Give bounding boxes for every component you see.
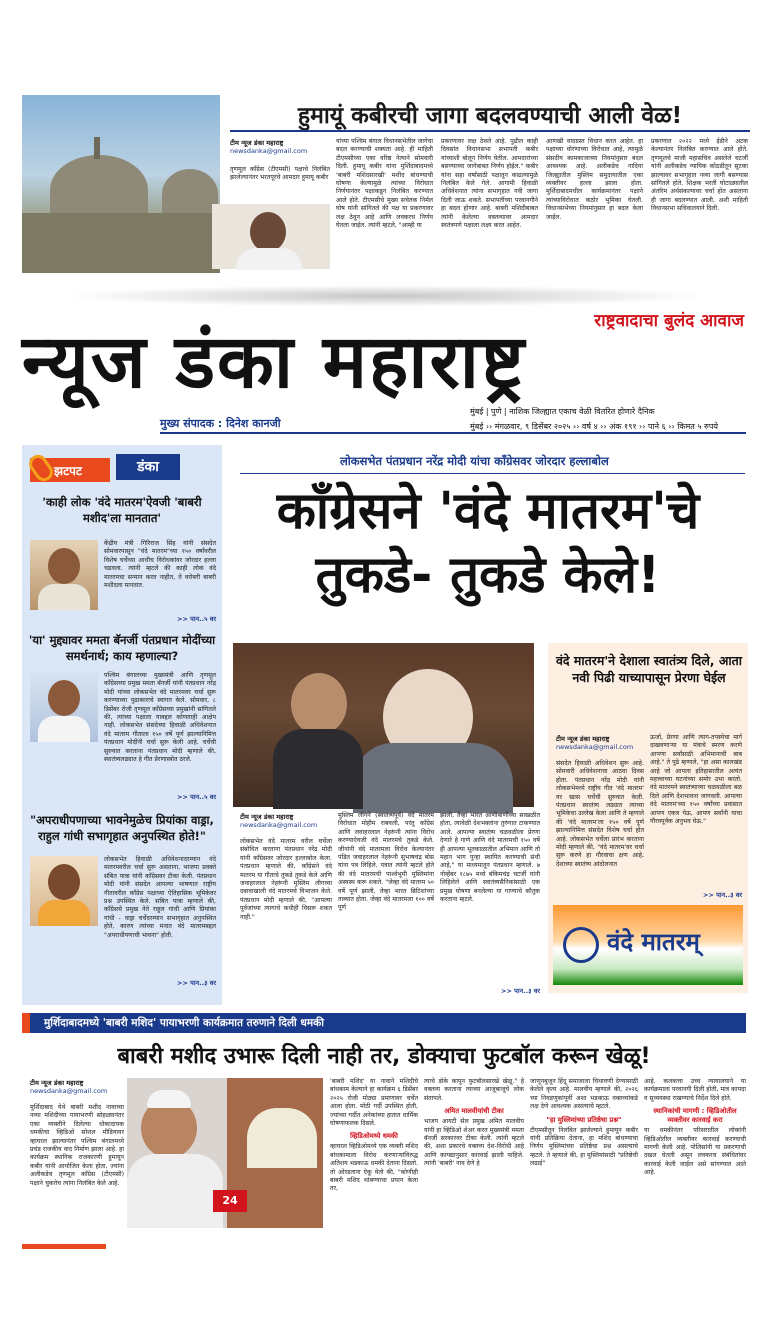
mamata-photo	[30, 672, 98, 742]
top-story-col3: प्रकरणावर लक्ष ठेवले आहे. पुढील काही दिवसांत विधानसभा सभापती कबीर यांच्याशी बोलून निर्णय घेतील. आमदारांच्या बसण्याच्या जागेबाबत निर्णय होईल." कबीर यांना सहा वर्षांसाठी पक्षातून काढल्यामुळे निलंबित केले गेले. आगामी हिवाळी अधिवेशनात त्यांना सभागृहात नवी जागा दिली जाऊ शकते. सभापतींच्या परवानगीने हा बदल होणार आहे. बाबरी मशिदीबाबत त्यांनी केलेल्या वक्तव्यावर आमदार स्वतंत्रपणे पक्षाला लक्ष्य करत आहेत.	[441, 138, 538, 230]
continue-link[interactable]: >> पान..५ वर	[177, 793, 216, 801]
bottom-col4-text: जाणूनबुजून हिंदू समाजाला चिथावणी देण्यासाठी केलेले कृत्य आहे. मालवीय म्हणाले की, २०२६ च्या निवडणुकांपूर्वी अशा भडकाऊ वक्तव्यांकडे लक्ष देणे आवश्यक असल्याचे म्हटले.	[530, 1078, 638, 1111]
sidebar-item-text: पश्चिम बंगालच्या मुख्यमंत्री आणि तृणमूल काँग्रेसच्या प्रमुख ममता बॅनर्जी यांनी पंतप्रधान नरेंद्र मोदी यांच्या लोकसभेत वंदे मातरमवर चर्चा सुरू करण्याच्या पुढाकाराचे स्वागत केले. सोमवार, ८ डिसेंबर रोजी तृणमूल काँग्रेसच्या प्रमुखांनी सांगितले की, त्यांच्या पक्षाला याबद्दल कोणताही आक्षेप नाही. लोकसभेत संसदेच्या हिवाळी अधिवेशनात वंदे मातरम गीताला १५० वर्षे पूर्ण झाल्यानिमित्त पंतप्रधान मोदींनी चर्चा सुरू केली आहे. चर्चेची सुरुवात करताना पंतप्रधान मोदी म्हणाले की, स्वातंत्र्यलढ्यात हे गीत प्रेरणास्त्रोत ठरले.	[104, 672, 216, 764]
modi-lok-sabha-photo	[233, 643, 534, 807]
byline: टीम न्यूज डंका महाराष्ट्र	[240, 813, 294, 821]
email: newsdanka@gmail.com	[30, 1087, 108, 1095]
ashoka-chakra-icon	[563, 927, 599, 963]
email: newsdanka@gmail.com	[230, 147, 308, 155]
sidebar-item-3	[26, 812, 218, 844]
vande-mataram-card	[553, 905, 743, 985]
subheading: "हा मुस्लिमांच्या प्रतिष्ठेचा प्रश्न"	[546, 1115, 622, 1124]
lead-col3: झाली, तेव्हा भारत आणीबाणीच्या साखळीत होता, त्यावेळी देशभक्तांना तुरुंगात टाकण्यात आले. आपल्या स्वातंत्र्य चळवळीला प्रेरणा देणारे हे गाणे आणि वंदे मातरमची १५० वर्षे ही आपल्या भूतकाळातील अभिमान आणि तो महान भाग पुन्हा स्थापित करण्याची संधी आहे," या माध्यमातून पंतप्रधान म्हणाले. ७ नोव्हेंबर १८७५ मध्ये बंकिमचंद्र चटर्जी यांनी लिहिलेले आणि स्वातंत्र्यसैनिकांसाठी एक प्रमुख घोषणा बनलेल्या या गाण्याचे कौतुक करताना म्हटले.	[440, 812, 540, 904]
email: newsdanka@gmail.com	[556, 743, 634, 751]
zatpat-danka-badge	[30, 454, 180, 484]
sidebar-item-2	[26, 632, 218, 664]
top-story-columns	[336, 138, 748, 274]
continue-link[interactable]: >> पान..३ वर	[501, 987, 540, 995]
bottom-col3-text: त्याचे डोके कापून फुटबॉलसारखे खेळू." हे वक्तव्य करताना त्याच्या आजूबाजूचे लोक संतापले.	[424, 1078, 524, 1102]
bottom-col4	[530, 1078, 638, 1238]
lead-headline: काँग्रेसने 'वंदे मातरम'चे तुकडे- तुकडे केले!	[276, 482, 700, 605]
byline: टीम न्यूज डंका महाराष्ट्र	[230, 139, 284, 147]
badge-left: झटपट	[30, 458, 110, 482]
channel-logo: 24	[213, 1190, 247, 1212]
bottom-col3	[424, 1078, 524, 1238]
sidebar-item-headline: 'या' मुद्द्यावर ममता बॅनर्जी पंतप्रधान मोदींच्या समर्थनार्थ; काय म्हणाल्या?	[28, 633, 216, 663]
top-story-col1: तृणमूल काँग्रेस (टीएमसी) पक्षाचे निलंबित झालेल्यानंतर भरतपूरचे आमदार हुमायू कबीर	[230, 166, 330, 182]
lead-strap: लोकसभेत पंतप्रधान नरेंद्र मोदी यांचा काँग्रेसवर जोरदार हल्लाबोल	[340, 454, 609, 468]
divider	[240, 473, 745, 474]
threat-video-photo	[127, 1078, 323, 1228]
email: newsdanka@gmail.com	[240, 821, 318, 829]
top-story-col5: प्रकरणात २०२२ मध्ये ईडीने अटक केल्यानंतर निलंबित करण्यात आले होते. तृणमूलचे माजी महासचिव असलेले चटर्जी यांनी अलीकडेच न्यायिक कोठडीतून सुटका झाल्यावर सभागृहात नव्या जागी बसण्यास सांगितले होते. शिक्षक भरती घोटाळ्यातील अंतरिम अर्थसंकल्पावर चर्चा होत असताना ही जागा बदलण्यात आली, अशी माहिती विधानसभा सचिवालयाने दिली.	[651, 138, 748, 213]
bottom-strap-accent	[22, 1013, 30, 1033]
bottom-headline: बाबरी मशीद उभारू दिली नाही तर, डोक्याचा फुटबॉल करून खेळू!	[117, 1044, 651, 1069]
lead-col2: मुस्लिम लीगने (स्वातंत्र्यपूर्व) वंदे मातरम विरोधात मोहीम राबवली, परंतु काँग्रेस आणि जवाहरलाल नेहरूंनी त्यांना विरोध करण्याऐवजी वंदे मातरमचे तुकडे केले. जीनांनी वंदे मातरमला विरोध केल्यानंतर पंडित जवाहरलाल नेहरूंनी सुभाषचंद्र बोस यांना पत्र लिहिले. पत्रात त्यांनी म्हटले होते की वंदे मातरमची पार्श्वभूमी मुस्लिमांना अस्वस्थ करू शकते. "जेव्हा वंदे मातरम ५० वर्षे पूर्ण झाली, तेव्हा भारत ब्रिटिशांच्या ताब्यात होता. जेव्हा वंदे मातरमला १०० वर्षे पूर्ण	[338, 812, 434, 912]
right-col1: संसदेत हिवाळी अधिवेशन सुरू आहे. सोमवारी अधिवेशनाचा आठवा दिवस होता. पंतप्रधान नरेंद्र मोदी यांनी लोकसभेमध्ये राष्ट्रीय गीत 'वंदे मातरम' वर खास चर्चेची सुरुवात केली. पंतप्रधान स्वातंत्र्य लढ्यात त्याच्या भूमिकेचा उल्लेख केला आणि ते म्हणाले की 'वंदे मातरम'ला १५० वर्षे पूर्ण झाल्यानिमित्त संसदेत विशेष चर्चा होत आहे. लोकसभेत चर्चेला प्रारंभ करताना मोदी म्हणाले की, "वंदे मातरम'वर चर्चा सुरू करणे हा गौरवाचा क्षण आहे, देशाच्या स्वातंत्र्य आंदोलनात	[556, 760, 644, 868]
bottom-col2	[330, 1078, 418, 1238]
masthead-shadow	[60, 285, 710, 307]
byline: टीम न्यूज डंका महाराष्ट्र	[556, 735, 610, 743]
right-byline-block	[556, 734, 646, 751]
continue-link[interactable]: >> पान..३ वर	[703, 891, 742, 899]
right-col2: ऊर्जा, प्रेरणा आणि त्याग-तपस्येचा मार्ग दाखवणाऱ्या या मंत्राचे स्मरण करणे आपणा सर्वांसाठी अभिमानाची बाब आहे." ते पुढे म्हणाले, "हा असा कालखंड आहे जो आपला इतिहासातील अत्यंत महत्त्वाच्या घटनांच्या समोर उभा करतो. वंदे मातरमने स्वातंत्र्याच्या चळवळीला बळ दिले आणि देशभावना जागवली. आपल्या वंदे मातरम'च्या १५० वर्षांच्या प्रवासात आपण एकत्र येऊ, आपण सर्वांनी याचा गौरवपूर्वक अनुभव घेऊ."	[650, 734, 742, 826]
lead-byline-block	[240, 812, 340, 829]
dateline: मुंबई ›› मंगळवार, ९ डिसेंबर २०२५ ›› वर्ष ४ ›› अंक १९१ ›› पाने ६ ›› किमत ५ रुपये	[470, 422, 719, 431]
divider	[160, 432, 746, 434]
top-story-title: हुमायूं कबीरची जागा बदलवण्याची आली वेळ!	[297, 103, 683, 129]
top-story-byline-block	[230, 138, 330, 155]
bottom-byline-block	[30, 1078, 124, 1095]
sidebar-item-headline: "अपराधीपणाच्या भावनेमुळेच प्रियांका वाड्रा, राहुल गांधी सभागृहात अनुपस्थित होते!"	[30, 813, 214, 843]
chief-editor: मुख्य संपादक : दिनेश कानजी	[160, 417, 281, 430]
continue-link[interactable]: >> पान..५ वर	[177, 615, 216, 623]
divider	[230, 130, 750, 132]
mla-photo	[212, 204, 330, 269]
badge-right: डंका	[116, 454, 180, 480]
masthead-title: न्यूज डंका महाराष्ट्र	[22, 319, 527, 405]
giriraj-photo	[30, 540, 98, 610]
babri-mosque-photo	[22, 95, 220, 273]
sambit-patra-photo	[30, 856, 98, 926]
bottom-col2-text: 'बाबरी मशिद' या नावाने मशिदीचे बांधकाम केल्याने हा कार्यक्रम ६ डिसेंबर २०२५ रोजी मोठ्या प्रमाणावर चर्चेत आला होता. मोठी गर्दी उपस्थित होती, ज्यांच्या गर्दीत अनेकांच्या हातात धार्मिक घोषणाफलक दिसले.	[330, 1078, 418, 1128]
subheading: व्हिडिओमध्ये धमकी	[350, 1132, 398, 1141]
bottom-col2b-text: व्हायरल व्हिडिओमध्ये एक व्यक्ती मशिद बांधकामाला विरोध करणाऱ्यांविरुद्ध अतिशय भडकाऊ धमकी देताना दिसतो. तो ओरडताना ऐकू येतो की, "कोणीही बाबरी मशिद थांबण्याचा प्रयत्न केला तर,	[330, 1143, 418, 1193]
lead-col1: लोकसभेत वंदे मातरम वरील चर्चेला संबोधित करताना पंतप्रधान नरेंद्र मोदी यांनी काँग्रेसवर जोरदार हल्लाबोल केला. पंतप्रधान म्हणाले की, काँग्रेसने वंदे मातरम या गीताचे तुकडे तुकडे केले आणि जवाहरलाल नेहरूंनी मुस्लिम लीगच्या दबावाखाली वंदे मातरमचे विभाजन केले. पंतप्रधान मोदी म्हणाले की, "आपल्या पूर्वजांच्या त्यागाचे कधीही विसरू शकत नाही."	[240, 838, 332, 921]
byline: टीम न्यूज डंका महाराष्ट्र	[30, 1079, 84, 1087]
footer-accent-bar	[22, 1244, 106, 1249]
sidebar-item-headline: 'काही लोक 'वंदे मातरम'ऐवजी 'बाबरी मशीद'ला मानतात'	[42, 495, 202, 525]
bottom-col5b-text: या धमकीनंतर परिसरातील लोकांनी व्हिडिओतील व्यक्तीवर कारवाई करण्याची मागणी केली आहे. पोलिसांनी या प्रकरणाची दखल घेतली असून लवकरच संबंधितांवर कारवाई केली जाईल असे सांगण्यात आले आहे.	[644, 1127, 746, 1177]
masthead-tagline: राष्ट्रवादाचा बुलंद आवाज	[594, 311, 744, 331]
continue-link[interactable]: >> पान..३ वर	[177, 979, 216, 987]
bottom-col1: मुर्शिदाबाद येथे बाबरी मशीद नावाच्या नव्या मशिदीच्या पायाभरणी सोहळ्यानंतर एका व्यक्तीने दिलेल्या धोकादायक धमकीचा व्हिडिओ सोशल मीडियावर व्हायरल झाल्यानंतर पश्चिम बंगालमध्ये प्रचंड राजकीय वाद निर्माण झाला आहे. हा कार्यक्रम स्थानिक राजकारणी हुमायून कबीर यांनी आयोजित केला होता, ज्यांना अलीकडेच तृणमूल काँग्रेस (टीएमसी) पक्षाने चुकतेच त्यांना निलंबित केले आहे.	[30, 1104, 124, 1187]
distribution-cities: मुंबई | पुणे | नाशिक जिल्ह्यात एकाच वेळी वितरित होणारे दैनिक	[470, 407, 655, 416]
bottom-col3b-text: भाजप आयटी सेल प्रमुख अमित मालवीय यांनी हा व्हिडिओ शेअर करत मुख्यमंत्री ममता बॅनर्जी सरकारवर टीका केली. त्यांनी म्हटले की, अशा प्रकारचे वक्तव्य देश-विरोधी आहे आणि कायद्यानुसार कारवाई झाली पाहिजे. त्यांनी 'बाबरी' नाव देणे हे	[424, 1118, 524, 1168]
sidebar-item-text: लोकसभेत हिवाळी अधिवेशनादरम्यान वंदे मातरमवरील चर्चा सुरू असताना, भाजपा प्रवक्ते संबित पात्रा यांनी काँग्रेसवर टीका केली. पंतप्रधान मोदी यांनी संसदेत आपल्या भाषणात राष्ट्रीय गीतावरील काँग्रेस पक्षाच्या ऐतिहासिक भूमिकेवर प्रश्न उपस्थित केले. सबित पात्रा म्हणाले की, काँग्रेसचे प्रमुख नेते राहुल गांधी आणि प्रियांका गांधी - वाड्रा चर्चेदरम्यान सभागृहात अनुपस्थित होते, कारण त्यांच्या मनात वंदे मातरमबद्दल "अपराधीपणाची भावना" होती.	[104, 856, 216, 939]
bottom-col5-text: आहे. कलकत्ता उच्च न्यायालयाने या कार्यक्रमाला परवानगी दिली होती, मात्र कायदा व सुव्यवस्था राखण्याचे निर्देश दिले होते.	[644, 1078, 746, 1102]
top-story-col2: यांच्या पश्चिम बंगाल विधानसभेतील जागेचा बदल करण्याची शक्यता आहे. ही माहिती टीएमसीच्या एका वरिष्ठ नेत्याने सोमवारी दिली. हुमायू कबीर यांना मुर्शिदाबादमध्ये 'बाबरी मशिदसारखी' मशीद बांधण्याची घोषणा केल्यामुळे त्यांच्या विरोधात निर्णयानंतर पक्षाकडून निलंबित करण्यात आले होते. टीएमसीचे मुख्य सचेतक निर्मल घोष यांनी सांगितले की पक्ष या प्रकरणावर लक्ष ठेवून आहे आणि लवकरच निर्णय घेतला जाईल. त्यांनी म्हटले, "आम्ही या	[336, 138, 433, 230]
bottom-col5	[644, 1078, 746, 1238]
top-story-col4: आणखी वादग्रस्त विधान करत आहेत. हा पक्षाच्या धोरणाच्या विरोधात आहे, त्यामुळे संसदीय कामकाजाच्या नियमांनुसार बदल आवश्यक आहे. अलीकडेच नादिया जिल्ह्यातील मुस्लिम समुदायातील एका व्यक्तीवर हल्ला झाला होता. मुर्शिदाबादमधील कार्यक्रमानंतर पक्षाने त्यांच्याविरोधात कठोर भूमिका घेतली. विधानसभेच्या नियमांनुसार हा बदल केला जाईल.	[546, 138, 643, 221]
subheading: अमित मालवीयांची टीका	[444, 1107, 504, 1116]
subheading: स्थानिकांची मागणी : व्हिडिओतील व्यक्तीवर कारवाई करा	[653, 1107, 737, 1125]
vande-mataram-card-text: वंदे मातरम्	[607, 928, 700, 956]
bottom-strap: मुर्शिदाबादमध्ये 'बाबरी मशिद' पायाभरणी कार्यक्रमात तरुणाने दिली धमकी	[44, 1017, 324, 1029]
bottom-col4b-text: टीएमसीतून निलंबित झालेल्याने हुमायून कबीर यांनी प्रतिक्रिया देताना, हा मशिद बांधण्याचा निर्णय मुस्लिमांच्या प्रतिष्ठेचा प्रश्न असल्याचे म्हटले. ते म्हणाले की, हा मुस्लिमांसाठी "प्रतिष्ठेची लढाई"	[530, 1126, 638, 1168]
sidebar-item-text: केंद्रीय मंत्री गिरिराज सिंह यांनी संसदेत सोमवारपासून "वंदे मातरम"च्या १५० वर्षांवरील विशेष चर्चेच्या आधीच विरोधकांवर जोरदार हल्ला चढवला. त्यांनी म्हटले की काही लोक वंदे मातरमचा सन्मान करत नाहीत, ते वरोबरी बाबरी मशीदला मानतात.	[104, 540, 216, 590]
sidebar-item-1	[26, 494, 218, 526]
right-story-title: वंदे मातरम'ने देशाला स्वातंत्र्य दिले, आता नवी पिढी याच्यापासून प्रेरणा घेईल	[555, 653, 743, 685]
